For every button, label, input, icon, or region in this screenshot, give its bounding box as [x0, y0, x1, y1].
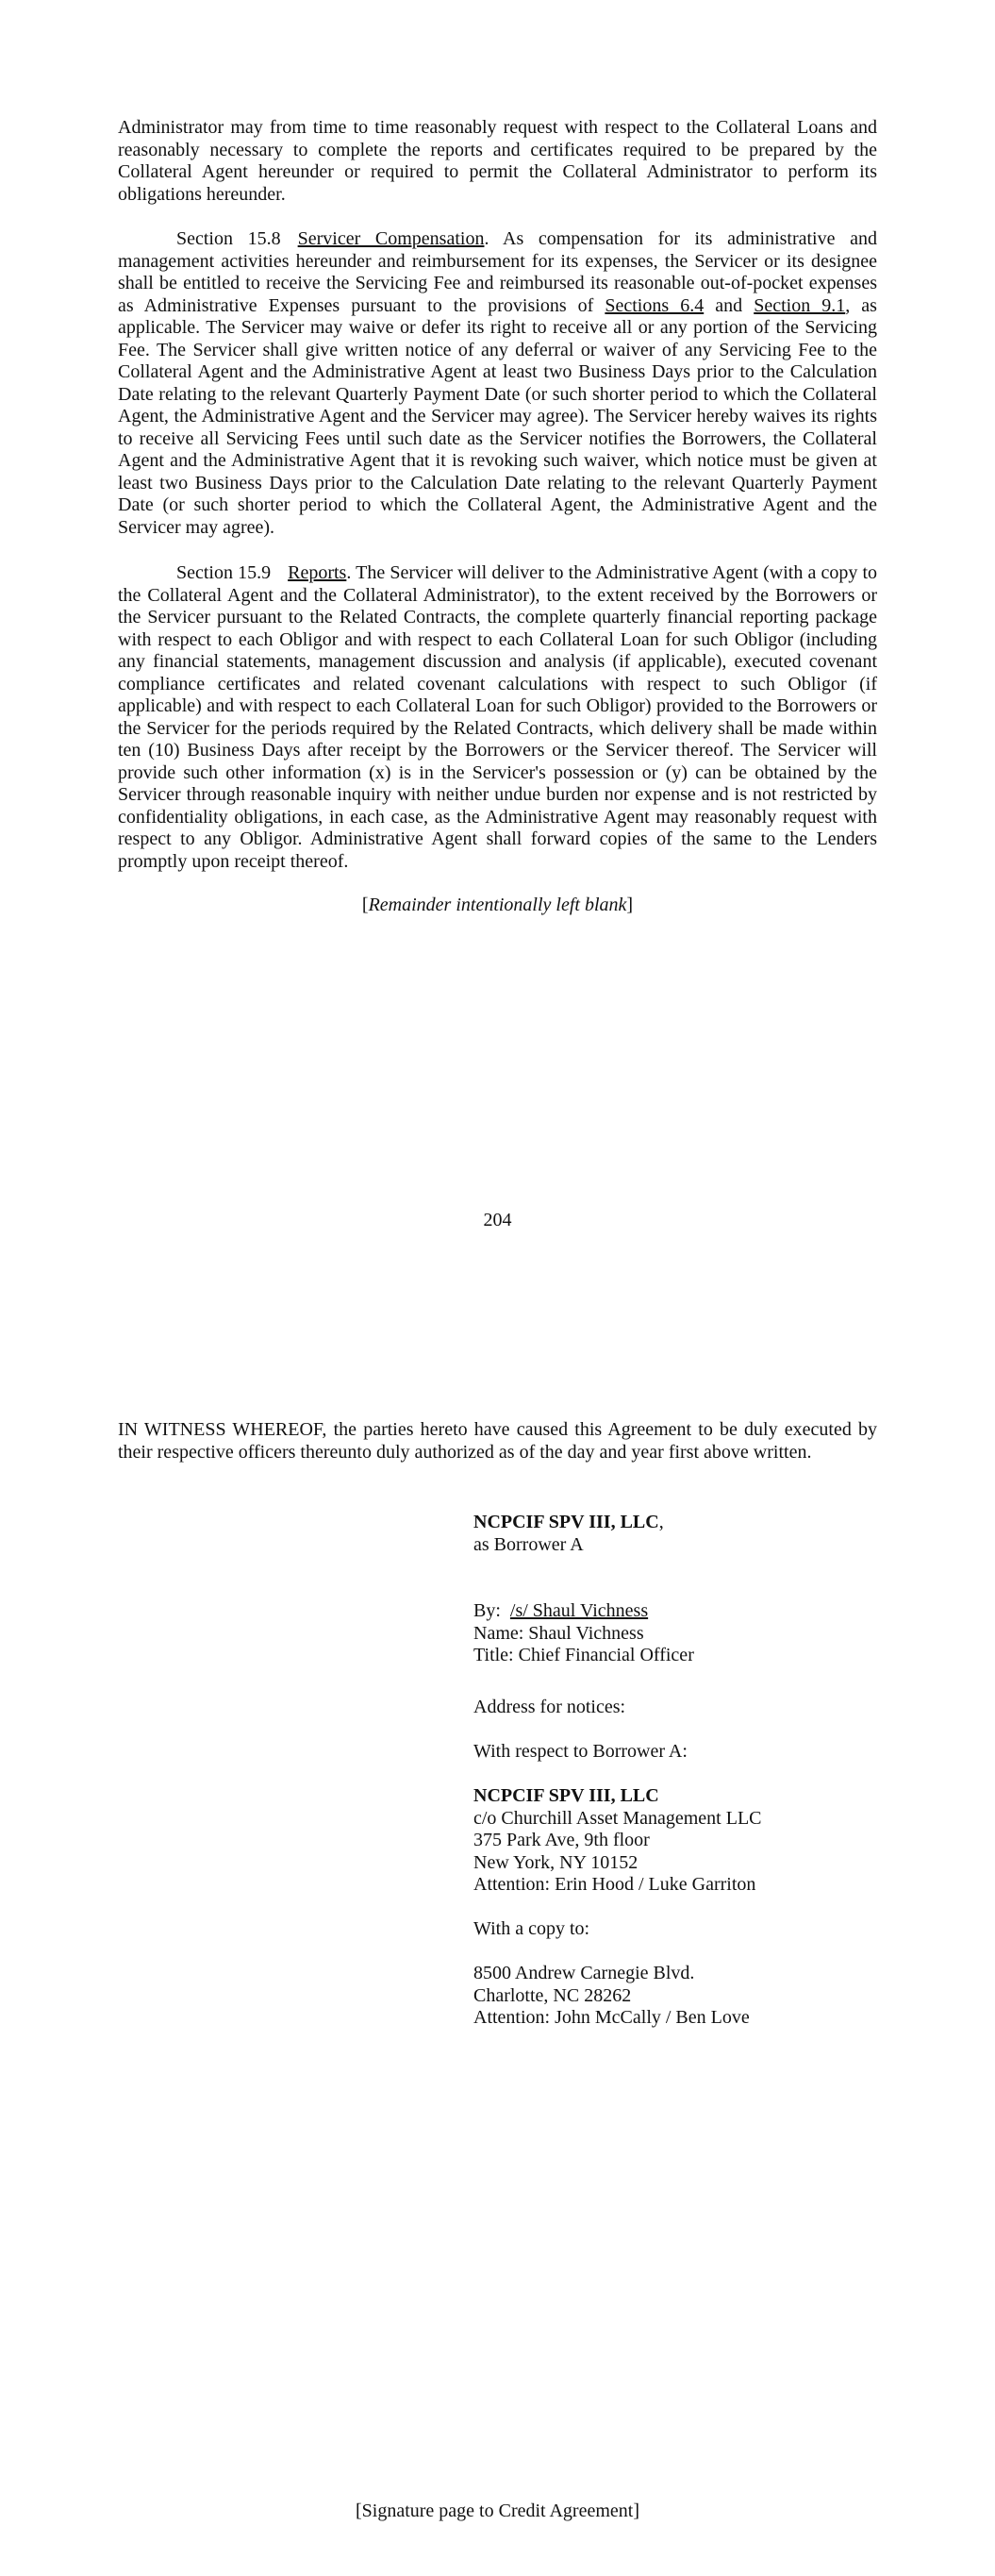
copy-address-line: Charlotte, NC 28262: [473, 1984, 632, 2006]
address-heading: Address for notices:: [473, 1697, 626, 1717]
section-15-9-number: Section 15.9: [176, 562, 272, 583]
copy-attention-line: Attention: John McCally / Ben Love: [473, 2007, 750, 2028]
by-label: By:: [473, 1600, 501, 1621]
section-15-8-number: Section 15.8: [176, 228, 281, 249]
entity-name: NCPCIF SPV III, LLC: [473, 1512, 659, 1532]
entity-line: NCPCIF SPV III, LLC,: [473, 1512, 664, 1532]
copy-address-line: 8500 Andrew Carnegie Blvd.: [473, 1963, 695, 1983]
notice-address-line: c/o Churchill Asset Management LLC: [473, 1807, 762, 1829]
spacer: [473, 1556, 870, 1600]
section-15-8-text-part2: , as applicable. The Servicer may waive or defer its right to receive all or any portion of the Servicing Fee. The Servicer shall give written notice of any deferral or waiver of any Servicing Fee to the Collateral Agent and the Administrative Agent at least two Business Days prior to the Calculation Date relating to the relevant Quarterly Payment Date (or such shorter period to which the Collateral Agent, the Administrative Agent and the Servicer may agree). The Servicer hereby waives its rights to receive all Servicing Fees until such date as the Servicer notifies the Borrowers, the Collateral Agent and the Administrative Agent that it is revoking such waiver, which notice must be given at least two Business Days prior to the Calculation Date relating to the relevant Quarterly Payment Date (or such shorter period to which the Collateral Agent, the Administrative Agent and the Servicer may agree).: [118, 294, 877, 538]
sections-6-4-link[interactable]: Sections 6.4: [605, 294, 705, 316]
notice-attention-line: Attention: Erin Hood / Luke Garriton: [473, 1874, 756, 1895]
remainder-note: [Remainder intentionally left blank]: [361, 895, 634, 915]
notice-entity: NCPCIF SPV III, LLC: [473, 1785, 659, 1806]
signature-page: [0, 1302, 995, 2576]
section-15-8-paragraph: [118, 228, 877, 539]
witness-paragraph: IN WITNESS WHEREOF, the parties hereto have caused this Agreement to be duly executed by their respective officers thereunto duly authorized as of the day and year first above written.: [118, 1419, 877, 1463]
notice-block: [473, 1697, 870, 2030]
section-15-9-title: Reports: [288, 562, 347, 583]
signer-name: Name: Shaul Vichness: [473, 1622, 644, 1644]
section-15-8-title: Servicer Compensation: [297, 228, 485, 249]
section-15-9-text: . The Servicer will deliver to the Administrative Agent (with a copy to the Collateral Agent and the Collateral Administrator), to the extent received by the Borrowers or the Servicer pursuant to the Related Contracts, the complete quarterly financial reporting package with respect to each Obligor and with respect to each Collateral Loan for such Obligor (including any financial statements, management discussion and analysis (if applicable), executed covenant compliance certificates and related covenant calculations with respect to such Obligor (if applicable) and with respect to each Collateral Loan for such Obligor) provided to the Borrowers or the Servicer for the periods required by the Related Contracts, which delivery shall be made within ten (10) Business Days after receipt by the Borrowers or the Servicer thereof. The Servicer will provide such other information (x) is in the Servicer's possession or (y) can be obtained by the Servicer through reasonable inquiry with neither undue burden nor expense and is not restricted by confidentiality obligations, in each case, as the Administrative Agent may reasonably request with respect to any Obligor. Administrative Agent shall forward copies of the same to the Lenders promptly upon receipt thereof.: [118, 562, 878, 872]
signature-block: [473, 1512, 870, 1667]
signature: /s/ Shaul Vichness: [509, 1600, 649, 1621]
respect-line: With respect to Borrower A:: [473, 1741, 688, 1762]
intro-paragraph: Administrator may from time to time reasonably request with respect to the Collateral Loans and reasonably necessary to complete the reports and certificates required to be prepared by the Collateral Agent hereunder or required to permit the Collateral Administrator to perform its obligations hereunder.: [118, 117, 877, 205]
page-number: 204: [483, 1210, 512, 1230]
and-text: and: [704, 294, 755, 316]
signer-title: Title: Chief Financial Officer: [473, 1645, 694, 1665]
entity-role: as Borrower A: [473, 1533, 584, 1555]
notice-address-line: 375 Park Ave, 9th floor: [473, 1830, 650, 1850]
signature-page-footer: [Signature page to Credit Agreement]: [355, 2501, 639, 2521]
section-9-1-link[interactable]: Section 9.1: [754, 294, 846, 316]
section-15-9-paragraph: [118, 562, 877, 873]
remainder-text: Remainder intentionally left blank: [368, 895, 627, 915]
notice-address-line: New York, NY 10152: [473, 1851, 638, 1873]
by-line: [473, 1600, 870, 1623]
section-15-8-text-part1: . As compensation for its administrative and management activities hereunder and reimbursement for its expenses, the Servicer or its designee shall be entitled to receive the Servicing Fee and reimbursed its reasonable out-of-pocket expenses as Administrative Expenses pursuant to the provisions of: [118, 228, 878, 316]
copy-heading: With a copy to:: [473, 1918, 590, 1939]
